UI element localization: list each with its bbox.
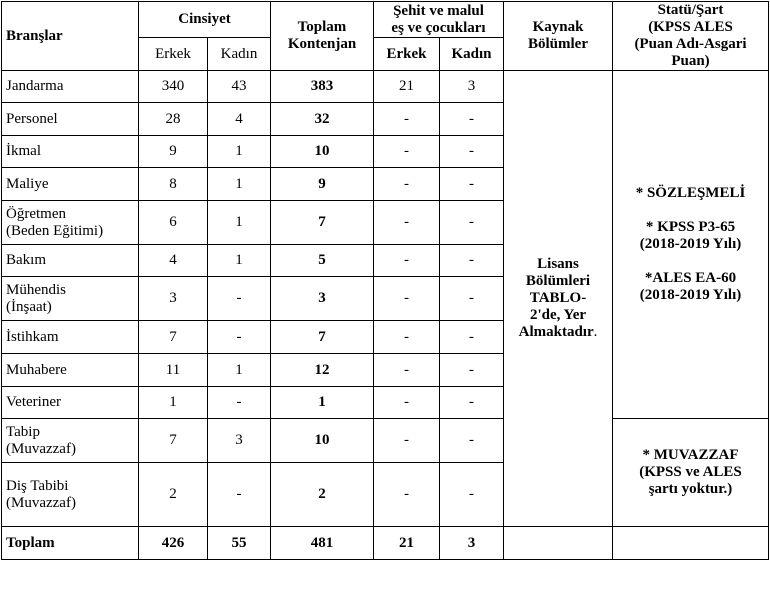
source-departments-text: Lisans Bölümleri TABLO- 2'de, Yer Almaktadır (518, 256, 594, 340)
male-count: 2 (139, 463, 208, 527)
martyr-female-count: - (440, 354, 504, 387)
header-male: Erkek (139, 38, 208, 71)
martyr-male-count: - (374, 354, 440, 387)
header-status: Statü/Şart (KPSS ALES (Puan Adı-Asgari Puan) (613, 2, 769, 71)
table-row (2, 419, 769, 463)
martyr-male-count: - (374, 136, 440, 168)
female-count: - (208, 321, 271, 354)
total-count: 12 (271, 354, 374, 387)
header-source: Kaynak Bölümler (504, 2, 613, 71)
header-branches: Branşlar (2, 2, 139, 71)
female-count: 1 (208, 354, 271, 387)
martyr-female-count: - (440, 103, 504, 136)
branch-name: İstihkam (2, 321, 139, 354)
totals-total: 481 (271, 527, 374, 560)
male-count: 7 (139, 321, 208, 354)
male-count: 7 (139, 419, 208, 463)
martyr-female-count: 3 (440, 71, 504, 103)
martyr-male-count: 21 (374, 71, 440, 103)
total-count: 10 (271, 136, 374, 168)
martyr-male-count: - (374, 168, 440, 201)
branch-name: Personel (2, 103, 139, 136)
branch-name: Bakım (2, 245, 139, 277)
martyr-male-count: - (374, 245, 440, 277)
martyr-female-count: - (440, 463, 504, 527)
total-count: 10 (271, 419, 374, 463)
branch-name: Mühendis (İnşaat) (2, 277, 139, 321)
female-count: 1 (208, 201, 271, 245)
male-count: 8 (139, 168, 208, 201)
branch-name: Muhabere (2, 354, 139, 387)
table-body (2, 71, 769, 527)
totals-male: 426 (139, 527, 208, 560)
martyr-female-count: - (440, 136, 504, 168)
header-martyr: Şehit ve malul eş ve çocukları (374, 2, 504, 38)
male-count: 6 (139, 201, 208, 245)
martyr-male-count: - (374, 387, 440, 419)
male-count: 9 (139, 136, 208, 168)
female-count: 4 (208, 103, 271, 136)
branch-name: Tabip (Muvazzaf) (2, 419, 139, 463)
quota-table (1, 1, 769, 560)
status-permanent: * MUVAZZAF (KPSS ve ALES şartı yoktur.) (613, 419, 769, 527)
header-total-quota: Toplam Kontenjan (271, 2, 374, 71)
male-count: 28 (139, 103, 208, 136)
total-count: 32 (271, 103, 374, 136)
martyr-male-count: - (374, 201, 440, 245)
branch-name: Diş Tabibi (Muvazzaf) (2, 463, 139, 527)
female-count: - (208, 463, 271, 527)
header-female: Kadın (208, 38, 271, 71)
branch-name: Öğretmen (Beden Eğitimi) (2, 201, 139, 245)
male-count: 340 (139, 71, 208, 103)
martyr-male-count: - (374, 103, 440, 136)
martyr-male-count: - (374, 321, 440, 354)
total-count: 2 (271, 463, 374, 527)
header-gender: Cinsiyet (139, 2, 271, 38)
totals-label: Toplam (2, 527, 139, 560)
martyr-female-count: - (440, 245, 504, 277)
martyr-male-count: - (374, 463, 440, 527)
header-martyr-female: Kadın (440, 38, 504, 71)
martyr-female-count: - (440, 419, 504, 463)
female-count: 43 (208, 71, 271, 103)
male-count: 3 (139, 277, 208, 321)
total-count: 383 (271, 71, 374, 103)
source-departments (504, 71, 613, 527)
female-count: 1 (208, 168, 271, 201)
branch-name: Veteriner (2, 387, 139, 419)
male-count: 4 (139, 245, 208, 277)
martyr-female-count: - (440, 168, 504, 201)
total-count: 5 (271, 245, 374, 277)
martyr-female-count: - (440, 277, 504, 321)
female-count: - (208, 387, 271, 419)
martyr-male-count: - (374, 277, 440, 321)
total-count: 7 (271, 321, 374, 354)
totals-source-empty (504, 527, 613, 560)
total-count: 3 (271, 277, 374, 321)
female-count: 1 (208, 136, 271, 168)
female-count: 1 (208, 245, 271, 277)
totals-martyr-male: 21 (374, 527, 440, 560)
male-count: 1 (139, 387, 208, 419)
branch-name: Maliye (2, 168, 139, 201)
martyr-female-count: - (440, 387, 504, 419)
totals-status-empty (613, 527, 769, 560)
source-departments-suffix: . (593, 324, 598, 340)
totals-row (2, 527, 769, 560)
total-count: 7 (271, 201, 374, 245)
male-count: 11 (139, 354, 208, 387)
female-count: 3 (208, 419, 271, 463)
status-contract: * SÖZLEŞMELİ * KPSS P3-65 (2018-2019 Yılı) *ALES EA-60 (2018-2019 Yılı) (613, 71, 769, 419)
total-count: 1 (271, 387, 374, 419)
total-count: 9 (271, 168, 374, 201)
totals-martyr-female: 3 (440, 527, 504, 560)
branch-name: Jandarma (2, 71, 139, 103)
martyr-male-count: - (374, 419, 440, 463)
header-martyr-male: Erkek (374, 38, 440, 71)
totals-female: 55 (208, 527, 271, 560)
martyr-female-count: - (440, 201, 504, 245)
female-count: - (208, 277, 271, 321)
martyr-female-count: - (440, 321, 504, 354)
branch-name: İkmal (2, 136, 139, 168)
table-row (2, 71, 769, 103)
